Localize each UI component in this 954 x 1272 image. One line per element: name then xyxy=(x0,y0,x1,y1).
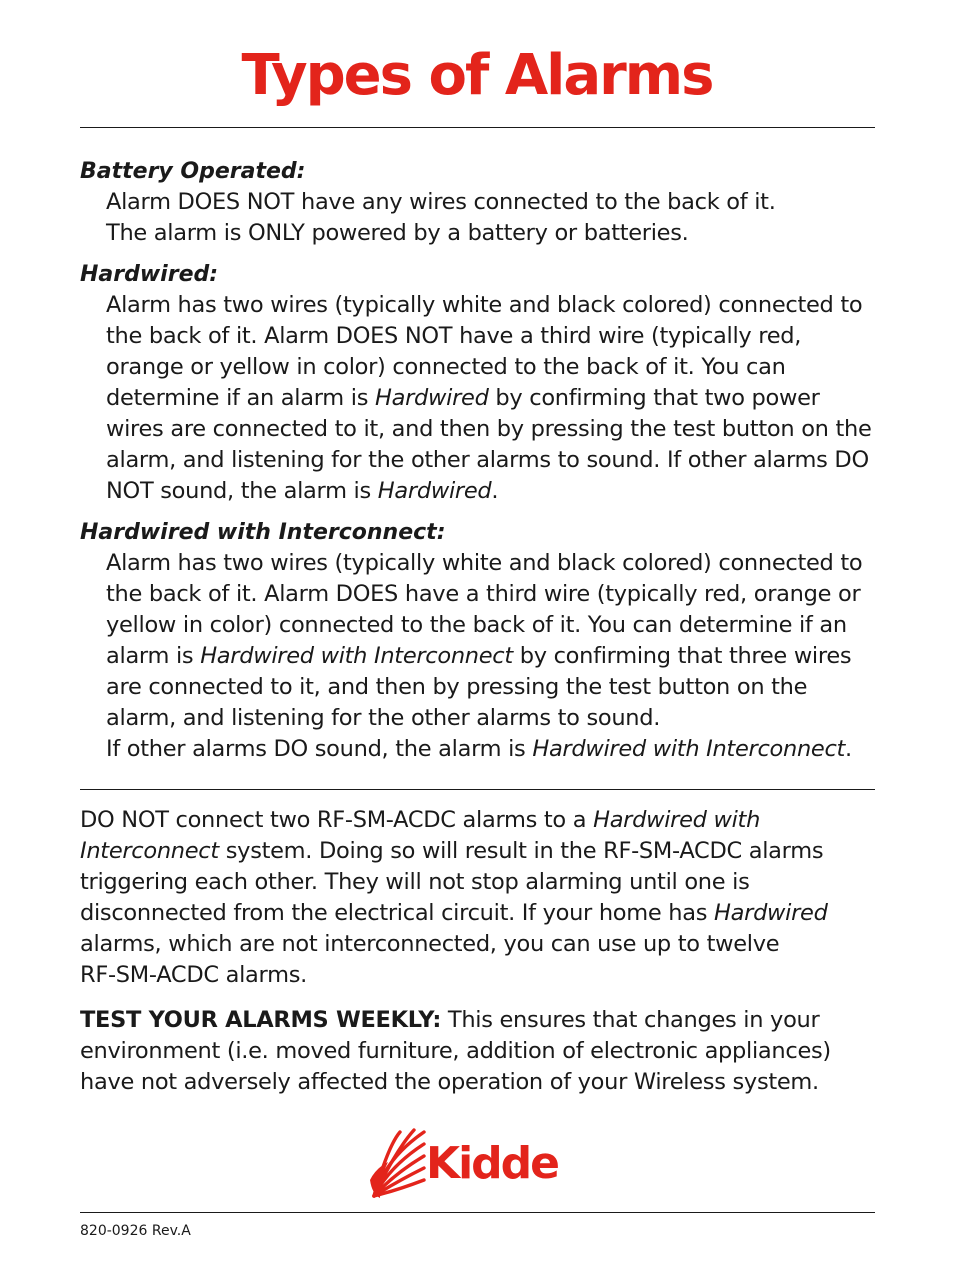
text-run: by confirming that two power wires are connected to it, and then by pressing the test button on the alarm, and listening for the other alarms to sound. If other alarms DO NOT sound, the alarm is xyxy=(106,385,872,504)
text-run: system. Doing so will result in the RF-SM-ACDC alarms triggering each other. They will not stop alarming until one is disconnected from the electrical circuit. If your home has xyxy=(80,838,824,926)
italic-term: Hardwired with Interconnect xyxy=(200,643,513,669)
footer-divider xyxy=(80,1212,875,1213)
title-divider xyxy=(80,127,875,128)
italic-term: Hardwired with Interconnect xyxy=(532,736,846,762)
section-body xyxy=(80,548,880,765)
italic-term: Hardwired xyxy=(714,900,828,926)
section-hardwired xyxy=(80,259,880,507)
text-run: The alarm is ONLY powered by a battery or batteries. xyxy=(106,220,689,246)
page-title: Types of Alarms xyxy=(241,43,713,108)
text-run: If other alarms DO sound, the alarm is xyxy=(106,736,533,762)
text-run: by confirming that three wires are connected to it, and then by pressing the test button on the alarm, and listening for the other alarms to sound. xyxy=(106,643,852,731)
italic-term: Hardwired xyxy=(377,478,492,504)
text-run: Alarm DOES NOT have any wires connected to the back of it. xyxy=(106,189,776,215)
section-battery-operated xyxy=(80,156,880,249)
text-run: Alarm has two wires (typically white and black colored) connected to the back of it. Alarm DOES have a third wire (typically red, orange or yellow in color) connected to the back of it. You can determine if an alarm is xyxy=(106,550,863,669)
warning-paragraph xyxy=(80,805,870,991)
test-note-lead: TEST YOUR ALARMS WEEKLY: xyxy=(80,1007,442,1033)
section-heading: Hardwired: xyxy=(80,262,219,287)
text-run: Alarm has two wires (typically white and black colored) connected to the back of it. Alarm DOES NOT have a third wire (typically red, orange or yellow in color) connected to the back of it. You can determine if an alarm is xyxy=(106,292,863,411)
text-run: alarms, which are not interconnected, you can use up to twelve xyxy=(80,931,780,957)
text-run: . xyxy=(845,736,852,762)
kidde-logo xyxy=(366,1128,566,1202)
section-heading: Battery Operated: xyxy=(80,159,306,184)
section-heading: Hardwired with Interconnect: xyxy=(80,520,446,545)
section-divider xyxy=(80,789,875,790)
text-run: RF-SM-ACDC alarms. xyxy=(80,962,307,988)
alarm-types-list xyxy=(80,156,880,775)
logo-wordmark: Kidde xyxy=(426,1138,559,1189)
section-body xyxy=(80,290,880,507)
document-number: 820-0926 Rev.A xyxy=(80,1223,191,1239)
kidde-fan-icon xyxy=(366,1128,426,1202)
text-run: DO NOT connect two RF-SM-ACDC alarms to a xyxy=(80,807,594,833)
italic-term: Hardwired with Interconnect xyxy=(80,807,761,864)
section-hardwired-interconnect xyxy=(80,517,880,765)
italic-term: Hardwired xyxy=(374,385,489,411)
text-run: . xyxy=(491,478,499,504)
section-body xyxy=(80,187,880,249)
test-note-text: This ensures that changes in your environment (i.e. moved furniture, addition of electronic appliances) have not adversely affected the operation of your Wireless system. xyxy=(80,1007,831,1095)
test-alarms-note xyxy=(80,1005,870,1098)
